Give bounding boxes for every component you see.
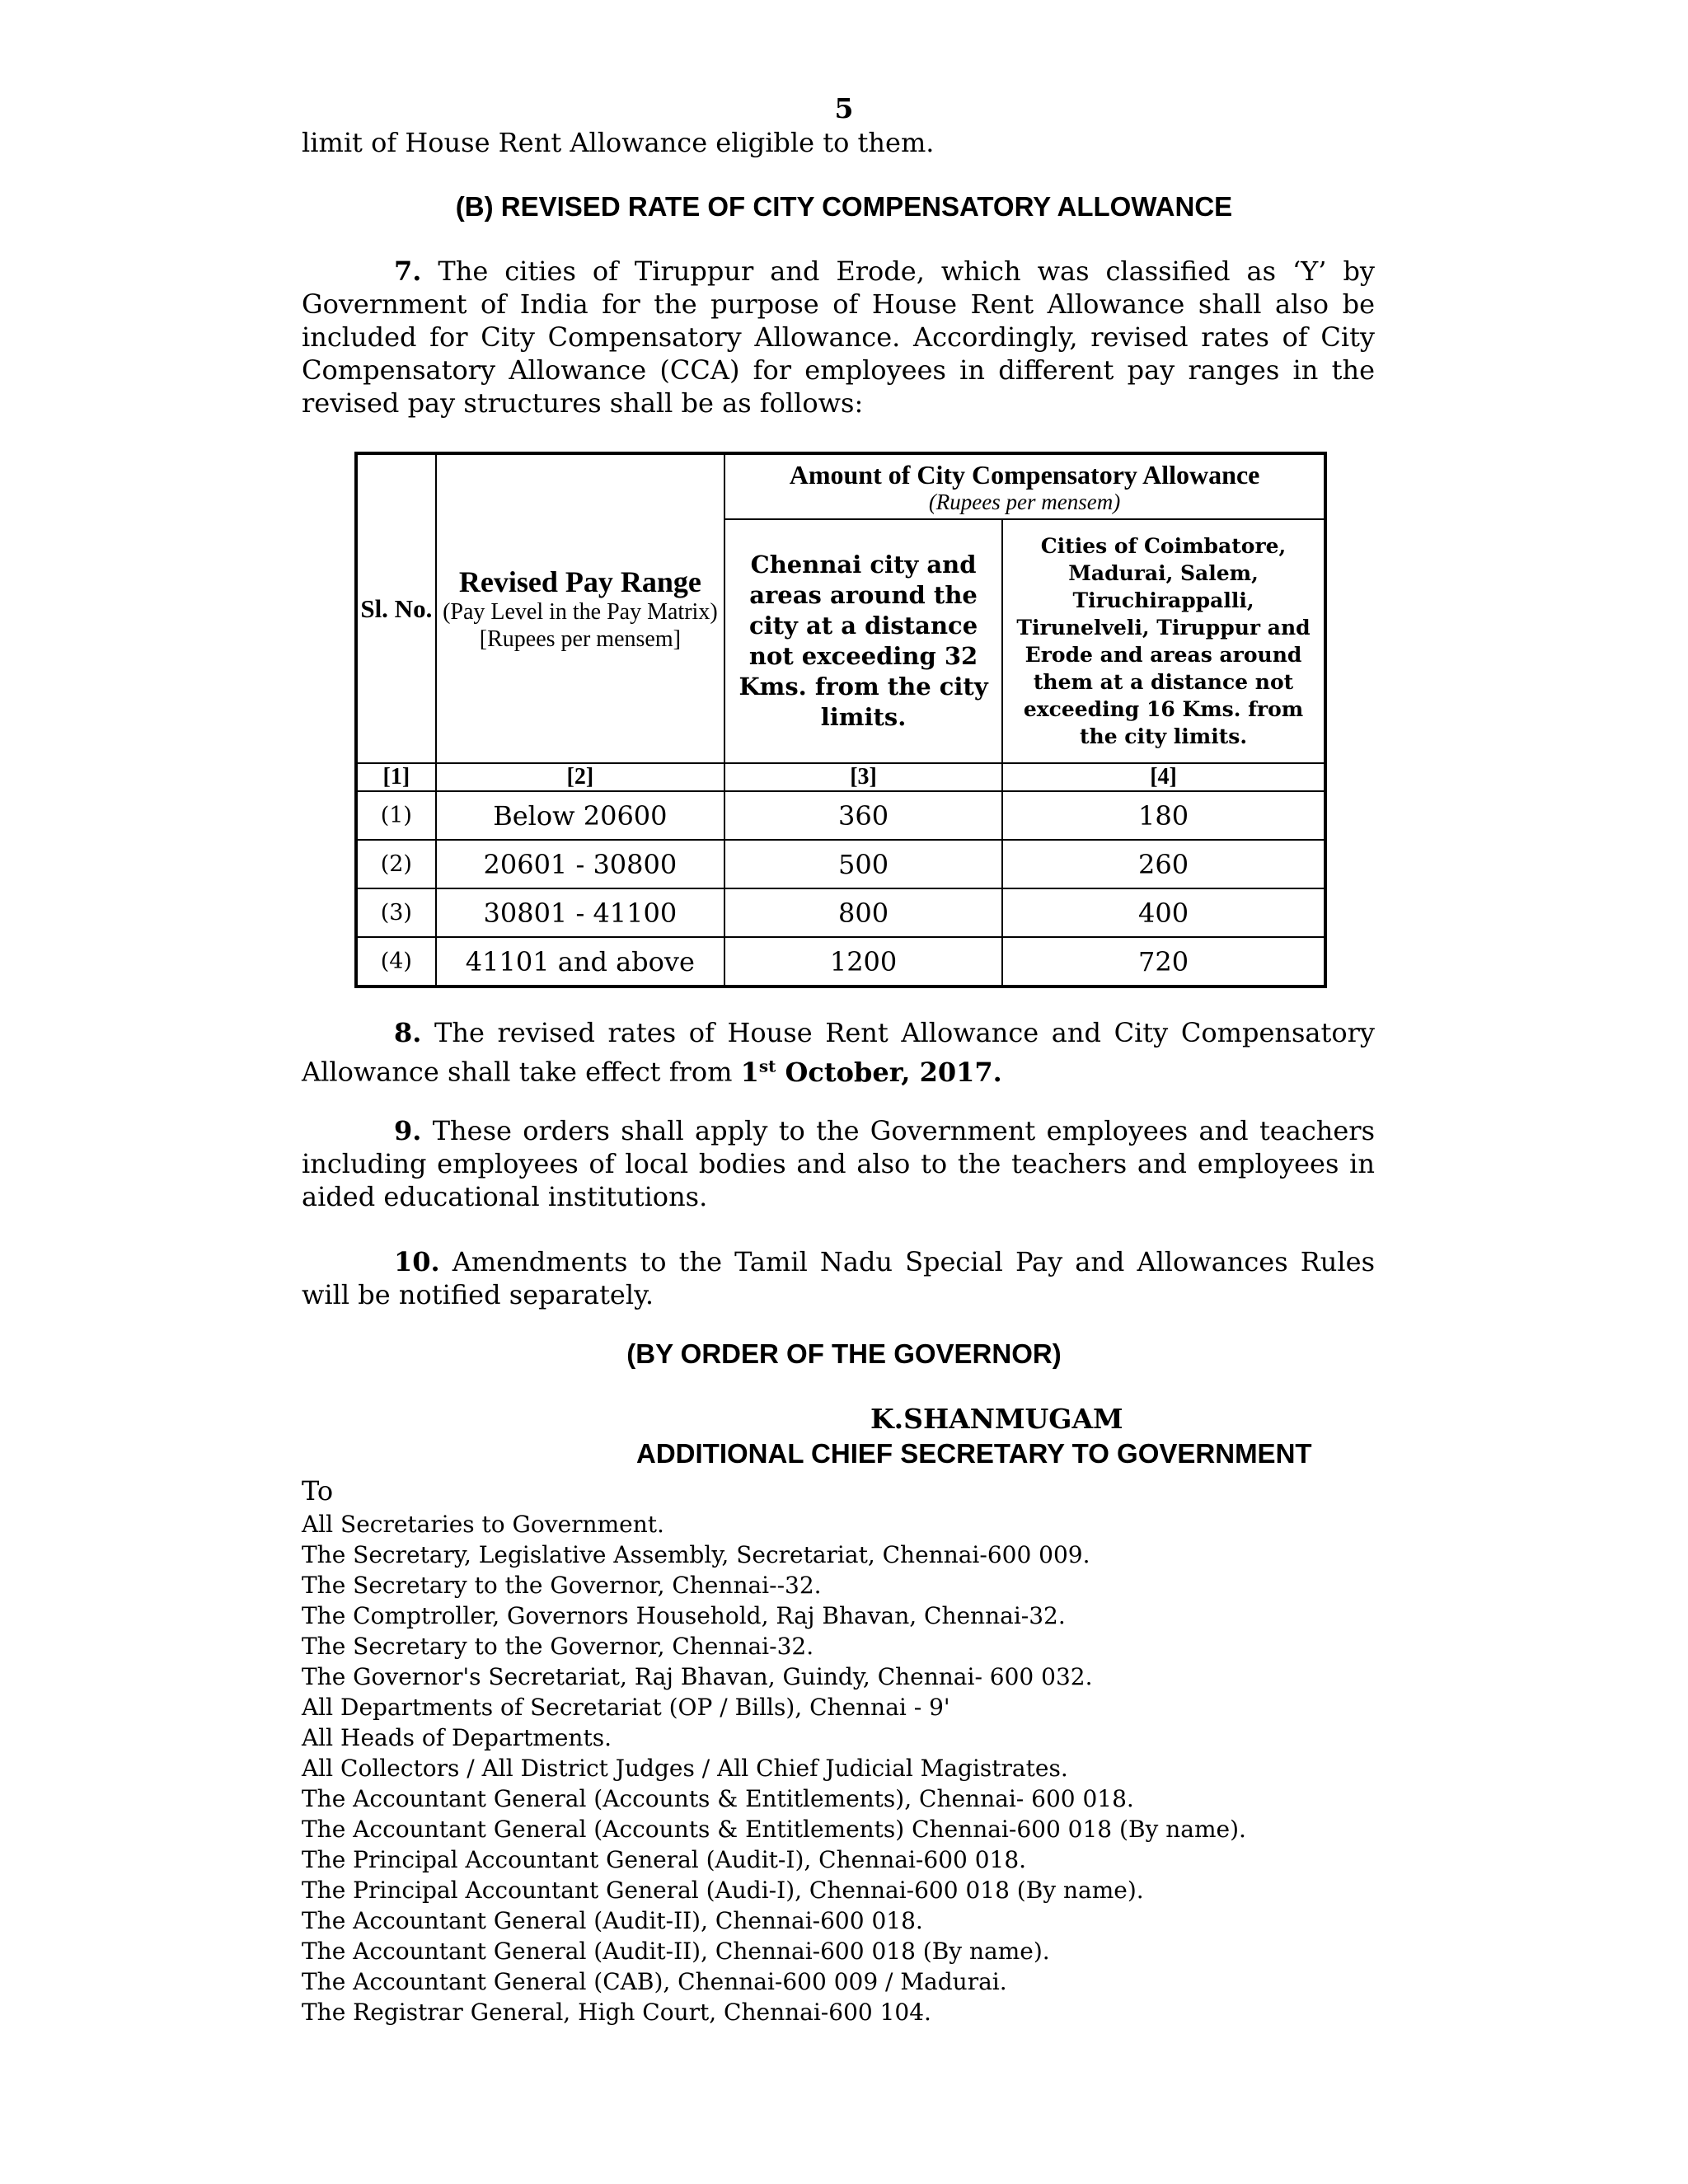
paragraph-9 bbox=[302, 1114, 1375, 1213]
recipient-list bbox=[302, 1509, 1390, 2027]
paragraph-10-number: 10. bbox=[394, 1246, 440, 1277]
chennai-column-header: Chennai city and areas around the city at a distance not exceeding 32 Kms. from the city limits. bbox=[724, 519, 1002, 763]
paragraph-7-number: 7. bbox=[394, 255, 422, 287]
paragraph-7 bbox=[302, 255, 1375, 419]
sl-cell: (1) bbox=[356, 791, 436, 840]
section-heading: (B) REVISED RATE OF CITY COMPENSATORY ALLOWANCE bbox=[455, 191, 1233, 222]
list-item: All Departments of Secretariat (OP / Bills), Chennai - 9' bbox=[302, 1694, 950, 1721]
list-item: All Heads of Departments. bbox=[302, 1724, 612, 1751]
to-label: To bbox=[302, 1475, 334, 1507]
list-item: The Secretary to the Governor, Chennai-32. bbox=[302, 1633, 814, 1660]
continuation-text: limit of House Rent Allowance eligible to them. bbox=[302, 127, 935, 158]
list-item: All Secretaries to Government. bbox=[302, 1511, 664, 1538]
table-row bbox=[356, 888, 1325, 937]
column-number: [3] bbox=[724, 763, 1002, 791]
chennai-amount-cell: 500 bbox=[724, 840, 1002, 888]
list-item: The Accountant General (Audit-II), Chennai-600 018. bbox=[302, 1907, 923, 1934]
pay-range-title: Revised Pay Range bbox=[458, 565, 701, 598]
sl-no-header: Sl. No. bbox=[356, 453, 436, 763]
pay-range-unit: [Rupees per mensem] bbox=[479, 626, 681, 652]
pay-range-cell: 20601 - 30800 bbox=[436, 840, 724, 888]
other-cities-amount-cell: 260 bbox=[1002, 840, 1325, 888]
amount-header-unit: (Rupees per mensem) bbox=[928, 489, 1121, 514]
paragraph-9-number: 9. bbox=[394, 1115, 422, 1146]
list-item: The Accountant General (Accounts & Entitlements), Chennai- 600 018. bbox=[302, 1785, 1134, 1812]
paragraph-9-text: These orders shall apply to the Government employees and teachers including employees of local bodies and also to the teachers and employees in aided educational institutions. bbox=[302, 1115, 1376, 1212]
other-cities-column-header: Cities of Coimbatore, Madurai, Salem, Tiruchirappalli, Tirunelveli, Tiruppur and Erode and areas around them at a distance not exceeding 16 Kms. from the city limits. bbox=[1002, 519, 1325, 763]
list-item: The Accountant General (CAB), Chennai-600 009 / Madurai. bbox=[302, 1968, 1007, 1995]
paragraph-10-text: Amendments to the Tamil Nadu Special Pay and Allowances Rules will be notified separately. bbox=[302, 1246, 1376, 1310]
paragraph-8-text: The revised rates of House Rent Allowance and City Compensatory Allowance shall take effect from bbox=[302, 1017, 1376, 1088]
pay-range-cell: 41101 and above bbox=[436, 937, 724, 987]
amount-header-title: Amount of City Compensatory Allowance bbox=[789, 459, 1260, 490]
effective-date-suffix: st bbox=[758, 1056, 776, 1076]
chennai-amount-cell: 360 bbox=[724, 791, 1002, 840]
signatory-designation: ADDITIONAL CHIEF SECRETARY TO GOVERNMENT bbox=[636, 1438, 1312, 1469]
amount-header bbox=[724, 453, 1325, 519]
other-cities-amount-cell: 400 bbox=[1002, 888, 1325, 937]
list-item: The Accountant General (Accounts & Entitlements) Chennai-600 018 (By name). bbox=[302, 1816, 1246, 1843]
column-number: [1] bbox=[356, 763, 436, 791]
effective-date-day: 1 bbox=[740, 1056, 759, 1088]
pay-range-header bbox=[436, 453, 724, 763]
list-item: The Governor's Secretariat, Raj Bhavan, Guindy, Chennai- 600 032. bbox=[302, 1663, 1093, 1690]
other-cities-amount-cell: 720 bbox=[1002, 937, 1325, 987]
page-number: 5 bbox=[834, 92, 854, 124]
pay-range-subtitle: (Pay Level in the Pay Matrix) bbox=[443, 598, 718, 625]
pay-range-cell: Below 20600 bbox=[436, 791, 724, 840]
sl-cell: (4) bbox=[356, 937, 436, 987]
list-item: All Collectors / All District Judges / All Chief Judicial Magistrates. bbox=[302, 1755, 1068, 1782]
list-item: The Secretary to the Governor, Chennai--32. bbox=[302, 1572, 822, 1599]
list-item: The Comptroller, Governors Household, Raj Bhavan, Chennai-32. bbox=[302, 1602, 1066, 1629]
effective-date-rest: October, 2017. bbox=[785, 1056, 1002, 1088]
chennai-amount-cell: 1200 bbox=[724, 937, 1002, 987]
list-item: The Principal Accountant General (Audit-I), Chennai-600 018. bbox=[302, 1846, 1027, 1873]
paragraph-10 bbox=[302, 1245, 1375, 1311]
chennai-amount-cell: 800 bbox=[724, 888, 1002, 937]
list-item: The Accountant General (Audit-II), Chennai-600 018 (By name). bbox=[302, 1938, 1050, 1965]
table-row bbox=[356, 840, 1325, 888]
cca-rate-table bbox=[354, 452, 1327, 988]
order-line: (BY ORDER OF THE GOVERNOR) bbox=[626, 1338, 1062, 1369]
paragraph-8-number: 8. bbox=[394, 1017, 422, 1048]
list-item: The Secretary, Legislative Assembly, Secretariat, Chennai-600 009. bbox=[302, 1541, 1090, 1568]
signatory-name: K.SHANMUGAM bbox=[870, 1403, 1123, 1435]
other-cities-amount-cell: 180 bbox=[1002, 791, 1325, 840]
pay-range-cell: 30801 - 41100 bbox=[436, 888, 724, 937]
sl-cell: (3) bbox=[356, 888, 436, 937]
list-item: The Registrar General, High Court, Chennai-600 104. bbox=[302, 1999, 931, 2026]
table-row bbox=[356, 937, 1325, 987]
table-row bbox=[356, 791, 1325, 840]
column-number: [2] bbox=[436, 763, 724, 791]
paragraph-8 bbox=[302, 1016, 1375, 1089]
sl-cell: (2) bbox=[356, 840, 436, 888]
list-item: The Principal Accountant General (Audi-I), Chennai-600 018 (By name). bbox=[302, 1877, 1144, 1904]
paragraph-7-text: The cities of Tiruppur and Erode, which was classified as ‘Y’ by Government of India for the purpose of House Rent Allowance shall also be included for City Compensatory Allowance. Accordingly, revised rates of City Compensatory Allowance (CCA) for employees in different pay ranges in the revised pay structures shall be as follows: bbox=[302, 255, 1376, 419]
column-number: [4] bbox=[1002, 763, 1325, 791]
